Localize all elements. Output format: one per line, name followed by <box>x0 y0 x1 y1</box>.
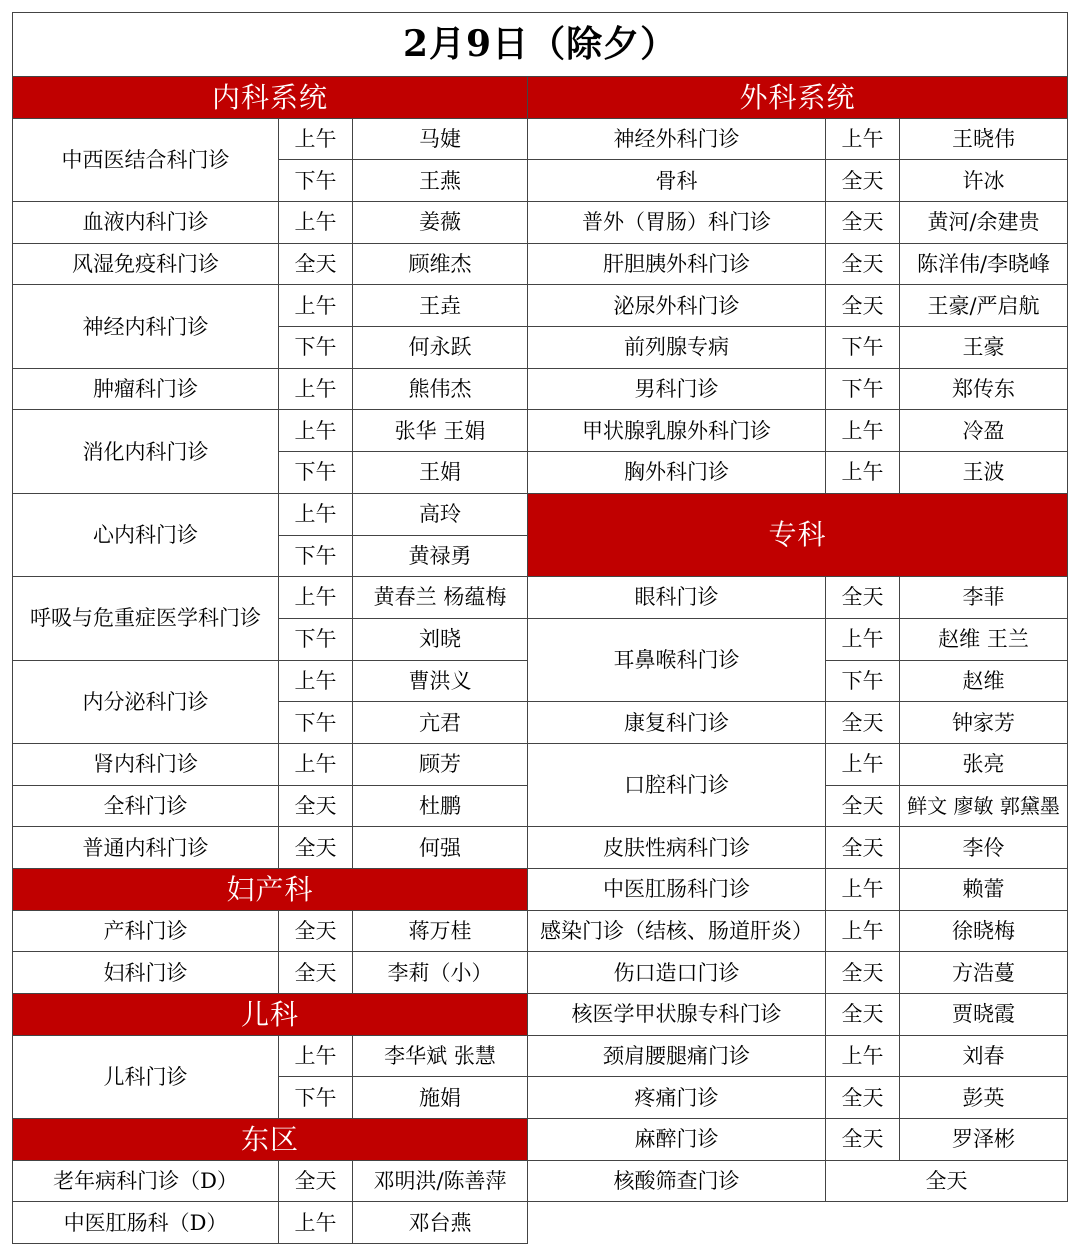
dept-name: 儿科门诊 <box>13 1035 279 1118</box>
time-slot: 上午 <box>826 452 900 494</box>
doctor-name: 鲜文 廖敏 郭黛墨 <box>900 785 1068 827</box>
dept-name: 疼痛门诊 <box>528 1077 826 1119</box>
time-slot: 上午 <box>279 1035 353 1077</box>
dept-name: 普外（胃肠）科门诊 <box>528 202 826 244</box>
dept-name: 肾内科门诊 <box>13 743 279 785</box>
doctor-name: 杜鹏 <box>353 785 528 827</box>
doctor-name: 黄河/余建贵 <box>900 202 1068 244</box>
duty-schedule-table <box>12 12 1068 1244</box>
time-slot: 全天 <box>826 952 900 994</box>
doctor-name: 顾芳 <box>353 743 528 785</box>
time-slot: 全天 <box>826 1077 900 1119</box>
time-slot: 下午 <box>279 327 353 369</box>
time-slot: 全天 <box>826 702 900 744</box>
dept-name: 骨科 <box>528 160 826 202</box>
dept-name: 风湿免疫科门诊 <box>13 243 279 285</box>
doctor-name: 李伶 <box>900 827 1068 869</box>
dept-name: 神经外科门诊 <box>528 118 826 160</box>
dept-name: 肿瘤科门诊 <box>13 368 279 410</box>
dept-name: 妇科门诊 <box>13 952 279 994</box>
dept-name: 康复科门诊 <box>528 702 826 744</box>
dept-name: 前列腺专病 <box>528 327 826 369</box>
doctor-name: 王垚 <box>353 285 528 327</box>
dept-name: 老年病科门诊（D） <box>13 1160 279 1202</box>
time-slot: 上午 <box>826 910 900 952</box>
dept-name: 男科门诊 <box>528 368 826 410</box>
dept-name: 眼科门诊 <box>528 577 826 619</box>
time-slot: 上午 <box>279 118 353 160</box>
time-slot: 全天 <box>826 160 900 202</box>
dept-name: 皮肤性病科门诊 <box>528 827 826 869</box>
time-slot: 上午 <box>279 577 353 619</box>
doctor-name: 何强 <box>353 827 528 869</box>
time-slot: 全天 <box>826 577 900 619</box>
dept-name: 伤口造口门诊 <box>528 952 826 994</box>
dept-name: 核医学甲状腺专科门诊 <box>528 993 826 1035</box>
doctor-name: 王波 <box>900 452 1068 494</box>
time-slot: 全天 <box>826 243 900 285</box>
doctor-name: 罗泽彬 <box>900 1118 1068 1160</box>
time-slot: 上午 <box>279 1202 353 1244</box>
time-slot: 下午 <box>826 660 900 702</box>
time-slot: 上午 <box>279 743 353 785</box>
empty-cell <box>528 1202 1068 1244</box>
doctor-name: 冷盈 <box>900 410 1068 452</box>
doctor-name: 邓台燕 <box>353 1202 528 1244</box>
doctor-name: 李莉（小） <box>353 952 528 994</box>
doctor-name: 许冰 <box>900 160 1068 202</box>
doctor-name: 李菲 <box>900 577 1068 619</box>
doctor-name: 陈洋伟/李晓峰 <box>900 243 1068 285</box>
time-slot: 上午 <box>279 368 353 410</box>
dept-name: 普通内科门诊 <box>13 827 279 869</box>
doctor-name: 姜薇 <box>353 202 528 244</box>
time-slot: 全天 <box>826 993 900 1035</box>
dept-name: 消化内科门诊 <box>13 410 279 493</box>
doctor-name: 方浩蔓 <box>900 952 1068 994</box>
time-slot: 上午 <box>826 410 900 452</box>
time-slot: 上午 <box>826 868 900 910</box>
time-slot: 下午 <box>279 452 353 494</box>
time-slot: 下午 <box>826 327 900 369</box>
time-slot: 上午 <box>826 118 900 160</box>
doctor-name: 王燕 <box>353 160 528 202</box>
time-slot: 上午 <box>279 410 353 452</box>
doctor-name: 彭英 <box>900 1077 1068 1119</box>
doctor-name: 王晓伟 <box>900 118 1068 160</box>
doctor-name: 马婕 <box>353 118 528 160</box>
section-header-zhuanke: 专科 <box>528 493 1068 576</box>
doctor-name: 王豪 <box>900 327 1068 369</box>
time-slot: 全天 <box>826 202 900 244</box>
time-slot: 上午 <box>279 660 353 702</box>
dept-name: 中医肛肠科（D） <box>13 1202 279 1244</box>
time-slot: 全天 <box>826 1118 900 1160</box>
time-slot: 全天 <box>279 243 353 285</box>
doctor-name: 王豪/严启航 <box>900 285 1068 327</box>
time-slot: 全天 <box>826 285 900 327</box>
doctor-name: 刘晓 <box>353 618 528 660</box>
time-slot: 下午 <box>279 160 353 202</box>
section-header-erke: 儿科 <box>13 993 528 1035</box>
doctor-name: 邓明洪/陈善萍 <box>353 1160 528 1202</box>
dept-name: 中西医结合科门诊 <box>13 118 279 201</box>
section-header-neike: 内科系统 <box>13 77 528 119</box>
dept-name: 泌尿外科门诊 <box>528 285 826 327</box>
dept-name: 核酸筛查门诊 <box>528 1160 826 1202</box>
dept-name: 颈肩腰腿痛门诊 <box>528 1035 826 1077</box>
section-header-waike: 外科系统 <box>528 77 1068 119</box>
time-slot: 上午 <box>279 202 353 244</box>
time-slot: 全天 <box>279 1160 353 1202</box>
time-slot: 下午 <box>279 1077 353 1119</box>
dept-name: 全科门诊 <box>13 785 279 827</box>
doctor-name: 刘春 <box>900 1035 1068 1077</box>
doctor-name: 熊伟杰 <box>353 368 528 410</box>
doctor-name: 张华 王娟 <box>353 410 528 452</box>
doctor-name: 亢君 <box>353 702 528 744</box>
time-slot: 下午 <box>826 368 900 410</box>
time-slot: 全天 <box>826 827 900 869</box>
section-header-dongqu: 东区 <box>13 1118 528 1160</box>
dept-name: 神经内科门诊 <box>13 285 279 368</box>
doctor-name: 赖蕾 <box>900 868 1068 910</box>
page-title: 2月9日（除夕） <box>13 13 1068 77</box>
doctor-name: 黄禄勇 <box>353 535 528 577</box>
doctor-name: 蒋万桂 <box>353 910 528 952</box>
time-slot: 上午 <box>826 618 900 660</box>
time-slot: 上午 <box>826 743 900 785</box>
time-slot: 全天 <box>279 952 353 994</box>
doctor-name: 赵维 王兰 <box>900 618 1068 660</box>
doctor-name: 黄春兰 杨蕴梅 <box>353 577 528 619</box>
time-slot: 上午 <box>826 1035 900 1077</box>
doctor-name: 郑传东 <box>900 368 1068 410</box>
dept-name: 内分泌科门诊 <box>13 660 279 743</box>
doctor-name: 李华斌 张慧 <box>353 1035 528 1077</box>
time-slot: 全天 <box>279 910 353 952</box>
doctor-name: 王娟 <box>353 452 528 494</box>
dept-name: 麻醉门诊 <box>528 1118 826 1160</box>
time-slot: 全天 <box>826 1160 1068 1202</box>
section-header-fuchan: 妇产科 <box>13 868 528 910</box>
dept-name: 血液内科门诊 <box>13 202 279 244</box>
time-slot: 下午 <box>279 702 353 744</box>
dept-name: 口腔科门诊 <box>528 743 826 826</box>
dept-name: 中医肛肠科门诊 <box>528 868 826 910</box>
time-slot: 上午 <box>279 493 353 535</box>
time-slot: 上午 <box>279 285 353 327</box>
doctor-name: 张亮 <box>900 743 1068 785</box>
dept-name: 呼吸与危重症医学科门诊 <box>13 577 279 660</box>
doctor-name: 何永跃 <box>353 327 528 369</box>
doctor-name: 赵维 <box>900 660 1068 702</box>
time-slot: 全天 <box>826 785 900 827</box>
doctor-name: 钟家芳 <box>900 702 1068 744</box>
time-slot: 全天 <box>279 827 353 869</box>
doctor-name: 高玲 <box>353 493 528 535</box>
doctor-name: 顾维杰 <box>353 243 528 285</box>
doctor-name: 贾晓霞 <box>900 993 1068 1035</box>
dept-name: 甲状腺乳腺外科门诊 <box>528 410 826 452</box>
time-slot: 全天 <box>279 785 353 827</box>
doctor-name: 施娟 <box>353 1077 528 1119</box>
dept-name: 胸外科门诊 <box>528 452 826 494</box>
doctor-name: 徐晓梅 <box>900 910 1068 952</box>
time-slot: 下午 <box>279 618 353 660</box>
dept-name: 产科门诊 <box>13 910 279 952</box>
dept-name: 耳鼻喉科门诊 <box>528 618 826 701</box>
dept-name: 肝胆胰外科门诊 <box>528 243 826 285</box>
dept-name: 感染门诊（结核、肠道肝炎） <box>528 910 826 952</box>
dept-name: 心内科门诊 <box>13 493 279 576</box>
doctor-name: 曹洪义 <box>353 660 528 702</box>
time-slot: 下午 <box>279 535 353 577</box>
